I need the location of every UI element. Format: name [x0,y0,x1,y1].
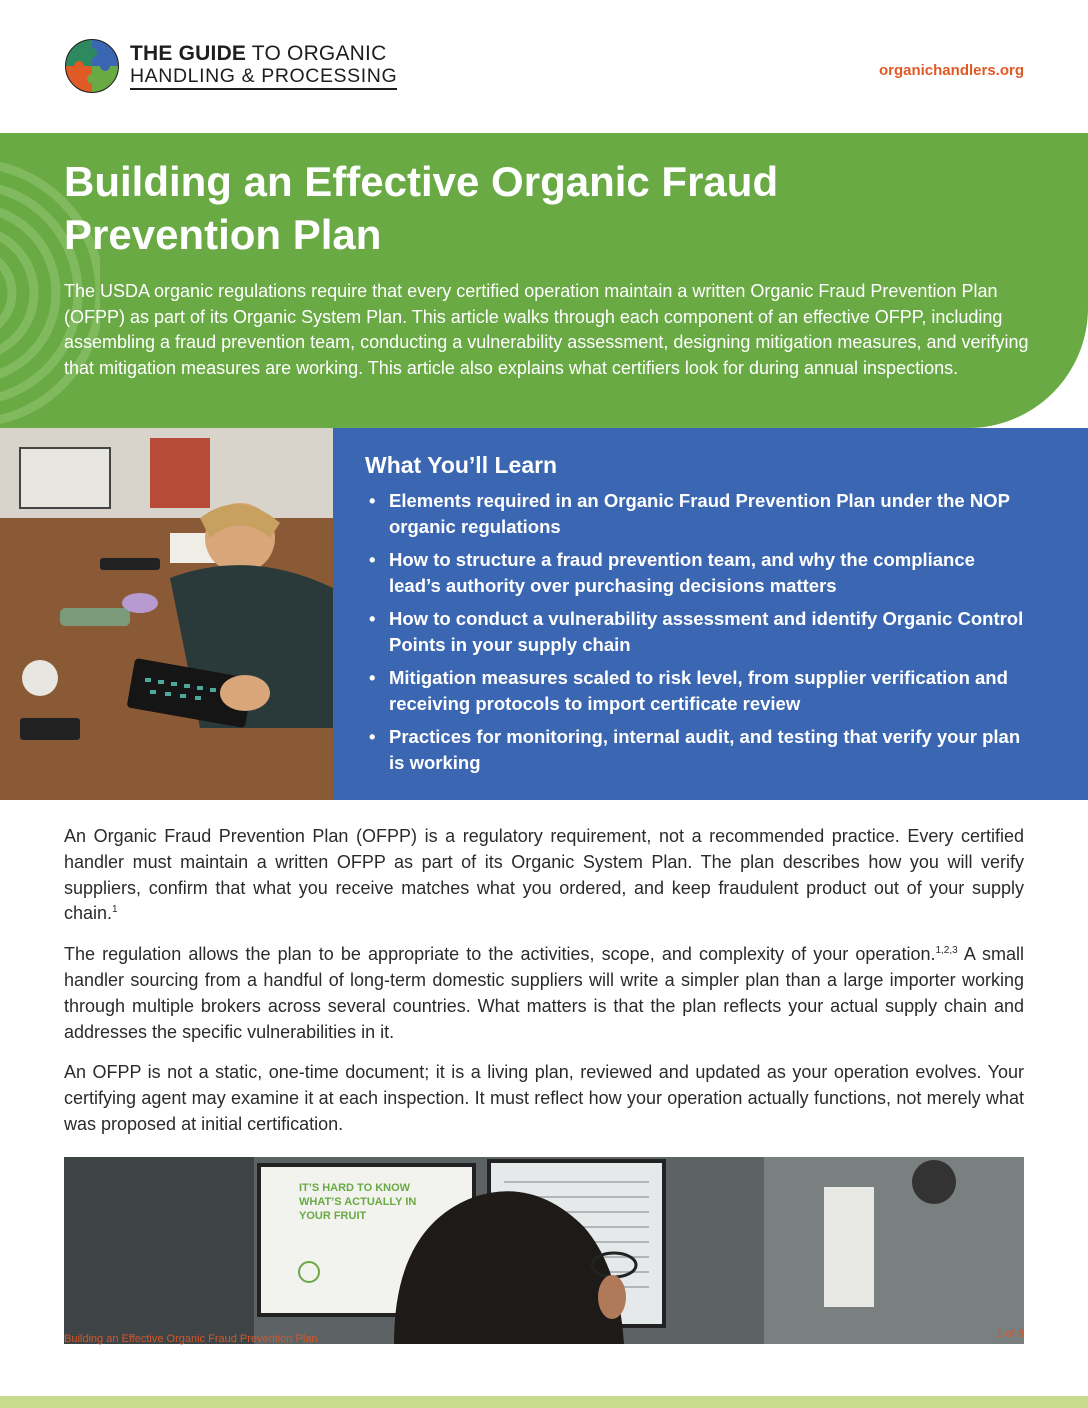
body-paragraph [64,942,1024,1045]
paragraph-2-rest: A small handler sourcing from a handful of long-term domestic suppliers will write a simpler plan than a large importer working through multiple brokers across several countries. What matters is that the plan reflects your actual supply chain and addresses the specific vulnerabilities in it. [64,944,1024,1042]
hero-banner [0,133,1088,428]
footer-title: Building an Effective Organic Fraud Prevention Plan [64,1333,318,1345]
learn-item-text: Elements required in an Organic Fraud Prevention Plan under the NOP organic regulations [389,490,1010,537]
bullet-icon: • [369,667,376,688]
learn-item [369,665,1029,717]
footer-bar [0,1396,1088,1408]
learn-item [369,488,1029,540]
page-header [0,0,1088,133]
screen-line-1: IT’S HARD TO KNOW [299,1182,411,1194]
bullet-icon: • [369,608,376,629]
screen-line-3: YOUR FRUIT [299,1210,367,1222]
page-title: Building an Effective Organic Fraud Prevention Plan [64,158,779,258]
intro-paragraph: The USDA organic regulations require that every certified operation maintain a written Organic Fraud Prevention Plan (OFPP) as part of its Organic System Plan. This article walks through each component of an effective OFPP, including assembling a fraud prevention team, conducting a vulnerability assessment, designing mitigation measures, and verifying that mitigation measures are working. This article also explains what certifiers look for during annual inspections. [64,281,1029,378]
bullet-icon: • [369,549,376,570]
paragraph-1-text: An Organic Fraud Prevention Plan (OFPP) is a regulatory requirement, not a recommended practice. Every certified handler must maintain a written OFPP as part of its Organic System Plan. The plan describes how you will verify suppliers, confirm that what you receive matches what you ordered, and keep fraudulent product out of your supply chain. [64,826,1024,924]
body-paragraph [64,824,1024,927]
logo-title-bold: THE GUIDE [130,41,247,65]
learn-item [369,606,1029,658]
logo-title-rest: TO ORGANIC [246,41,387,65]
puzzle-logo-icon [64,38,120,94]
learn-heading: What You’ll Learn [365,452,558,478]
guide-logo[interactable] [64,38,397,94]
footnote-ref[interactable]: 1 [112,904,118,916]
learn-item-text: Mitigation measures scaled to risk level, from supplier verification and receiving protocols to import certificate review [389,667,1008,714]
article-body [64,824,1024,1153]
learn-item-text: Practices for monitoring, internal audit, and testing that verify your plan is working [389,726,1021,773]
paragraph-2-lead: The regulation allows the plan to be appropriate to the activities, scope, and complexity of your operation. [64,944,936,965]
bullet-icon: • [369,726,376,747]
office-worker-illustration [64,1157,1024,1344]
site-url-link[interactable]: organichandlers.org [878,62,1024,79]
footnote-ref[interactable]: 1,2,3 [935,945,958,957]
paragraph-3-text: An OFPP is not a static, one-time document; it is a living plan, reviewed and updated as your operation evolves. Your certifying agent may examine it at each inspection. It must reflect how your operation actually functions, not merely what was proposed at initial certification. [64,1062,1024,1134]
learn-item-text: How to conduct a vulnerability assessment and identify Organic Control Points in your supply chain [389,608,1024,655]
body-paragraph [64,1060,1024,1137]
learn-item [369,547,1029,599]
learn-list [369,488,1029,783]
what-youll-learn-panel [333,428,1088,800]
bullet-icon: • [369,490,376,511]
learn-item-text: How to structure a fraud prevention team, and why the compliance lead’s authority over purchasing decisions matters [389,549,975,596]
desk-worker-illustration [0,428,333,800]
learn-item [369,724,1029,776]
logo-subtitle: HANDLING & PROCESSING [130,65,397,90]
screen-line-2: WHAT’S ACTUALLY IN [299,1196,417,1208]
office-worker-photo [64,1157,1024,1344]
page-number: 1 of 8 [996,1328,1024,1340]
desk-worker-photo [0,428,333,800]
